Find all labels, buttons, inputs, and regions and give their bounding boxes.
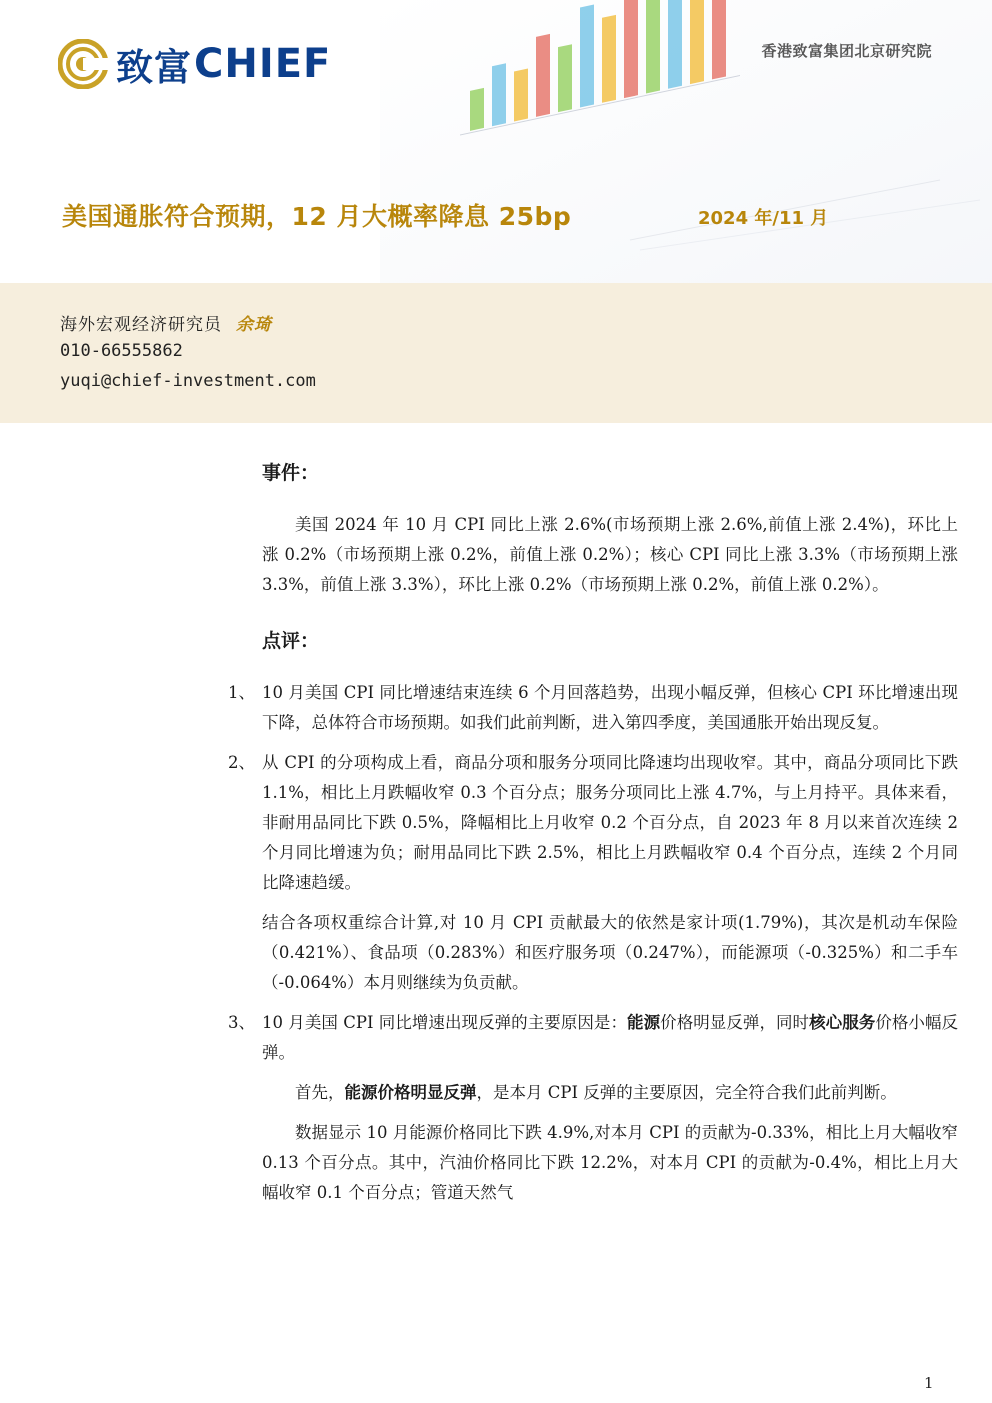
paragraph-energy-rebound [262,1078,958,1108]
review-item-2-extra: 结合各项权重综合计算,对 10 月 CPI 贡献最大的依然是家计项(1.79%)，其次是机动车保险（0.421%）、食品项（0.283%）和医疗服务项（0.247%），而能源项（-0.325%）和二手车（-0.064%）本月则继续为负贡献。 [262,913,958,992]
event-paragraph: 美国 2024 年 10 月 CPI 同比上涨 2.6%(市场预期上涨 2.6%,前值上涨 2.4%)，环比上涨 0.2%（市场预期上涨 0.2%，前值上涨 0.2%）；核心 CPI 同比上涨 3.3%（市场预期上涨 3.3%，前值上涨 3.3%），环比上涨 0.2%（市场预期上涨 0.2%，前值上涨 0.2%）。 [262,515,958,594]
item-text: 从 CPI 的分项构成上看，商品分项和服务分项同比降速均出现收窄。其中，商品分项同比下跌 1.1%，相比上月跌幅收窄 0.3 个百分点；服务分项同比上涨 4.7%，与上月持平。具体来看，非耐用品同比下跌 0.5%，降幅相比上月收窄 0.2 个百分点，自 2023 年 8 月以来首次连续 2 个月同比增速为负；耐用品同比下跌 2.5%，相比上月跌幅收窄 0.4 个百分点，连续 2 个月同比降速趋缓。 [262,753,958,892]
item-number: 2、 [228,753,255,772]
review-item-2 [196,748,958,898]
institute-name: 香港致富集团北京研究院 [761,42,932,60]
chief-logo-icon [58,39,108,89]
item-text-bold-core-services: 核心服务 [809,1013,876,1032]
event-heading: 事件： [262,462,320,484]
logo-english-text: CHIEF [194,41,332,87]
analyst-info-band [0,283,992,423]
company-logo [58,38,331,90]
analyst-role: 海外宏观经济研究员 [60,315,222,335]
p4-a: 首先， [295,1083,345,1102]
analyst-name: 余琦 [236,315,272,335]
report-date: 2024 年/11 月 [698,208,829,229]
item-number: 3、 [228,1013,255,1032]
p4-bold: 能源价格明显反弹 [344,1083,477,1102]
paragraph-energy-data: 数据显示 10 月能源价格同比下跌 4.9%,对本月 CPI 的贡献为-0.33%，相比上月大幅收窄 0.13 个百分点。其中，汽油价格同比下跌 12.2%，对本月 CPI 的贡献为-0.4%，相比上月大幅收窄 0.1 个百分点；管道天然气 [262,1123,958,1202]
p4-c: ，是本月 CPI 反弹的主要原因，完全符合我们此前判断。 [476,1083,897,1102]
item-number: 1、 [228,683,255,702]
item-text: 10 月美国 CPI 同比增速结束连续 6 个月回落趋势，出现小幅反弹，但核心 CPI 环比增速出现下降，总体符合市场预期。如我们此前判断，进入第四季度，美国通胀开始出现反复。 [262,683,958,732]
report-title: 美国通胀符合预期，12 月大概率降息 25bp [62,202,572,231]
report-body [228,458,959,1208]
page-number: 1 [924,1374,934,1392]
item-text-d: 价格小幅反弹。 [262,1013,959,1062]
review-item-1 [196,678,958,738]
analyst-phone: 010-66555862 [60,341,183,361]
item-text-a: 10 月美国 CPI 同比增速出现反弹的主要原因是： [262,1013,628,1032]
review-item-3 [196,1008,958,1068]
item-text-c: 价格明显反弹，同时 [660,1013,810,1032]
logo-chinese-text: 致富 [116,46,192,89]
item-text-bold-energy: 能源 [627,1013,661,1032]
analyst-email[interactable]: yuqi@chief-investment.com [60,371,316,391]
analyst-role-line [60,310,272,335]
page-header [0,0,992,283]
review-heading: 点评： [262,630,320,652]
